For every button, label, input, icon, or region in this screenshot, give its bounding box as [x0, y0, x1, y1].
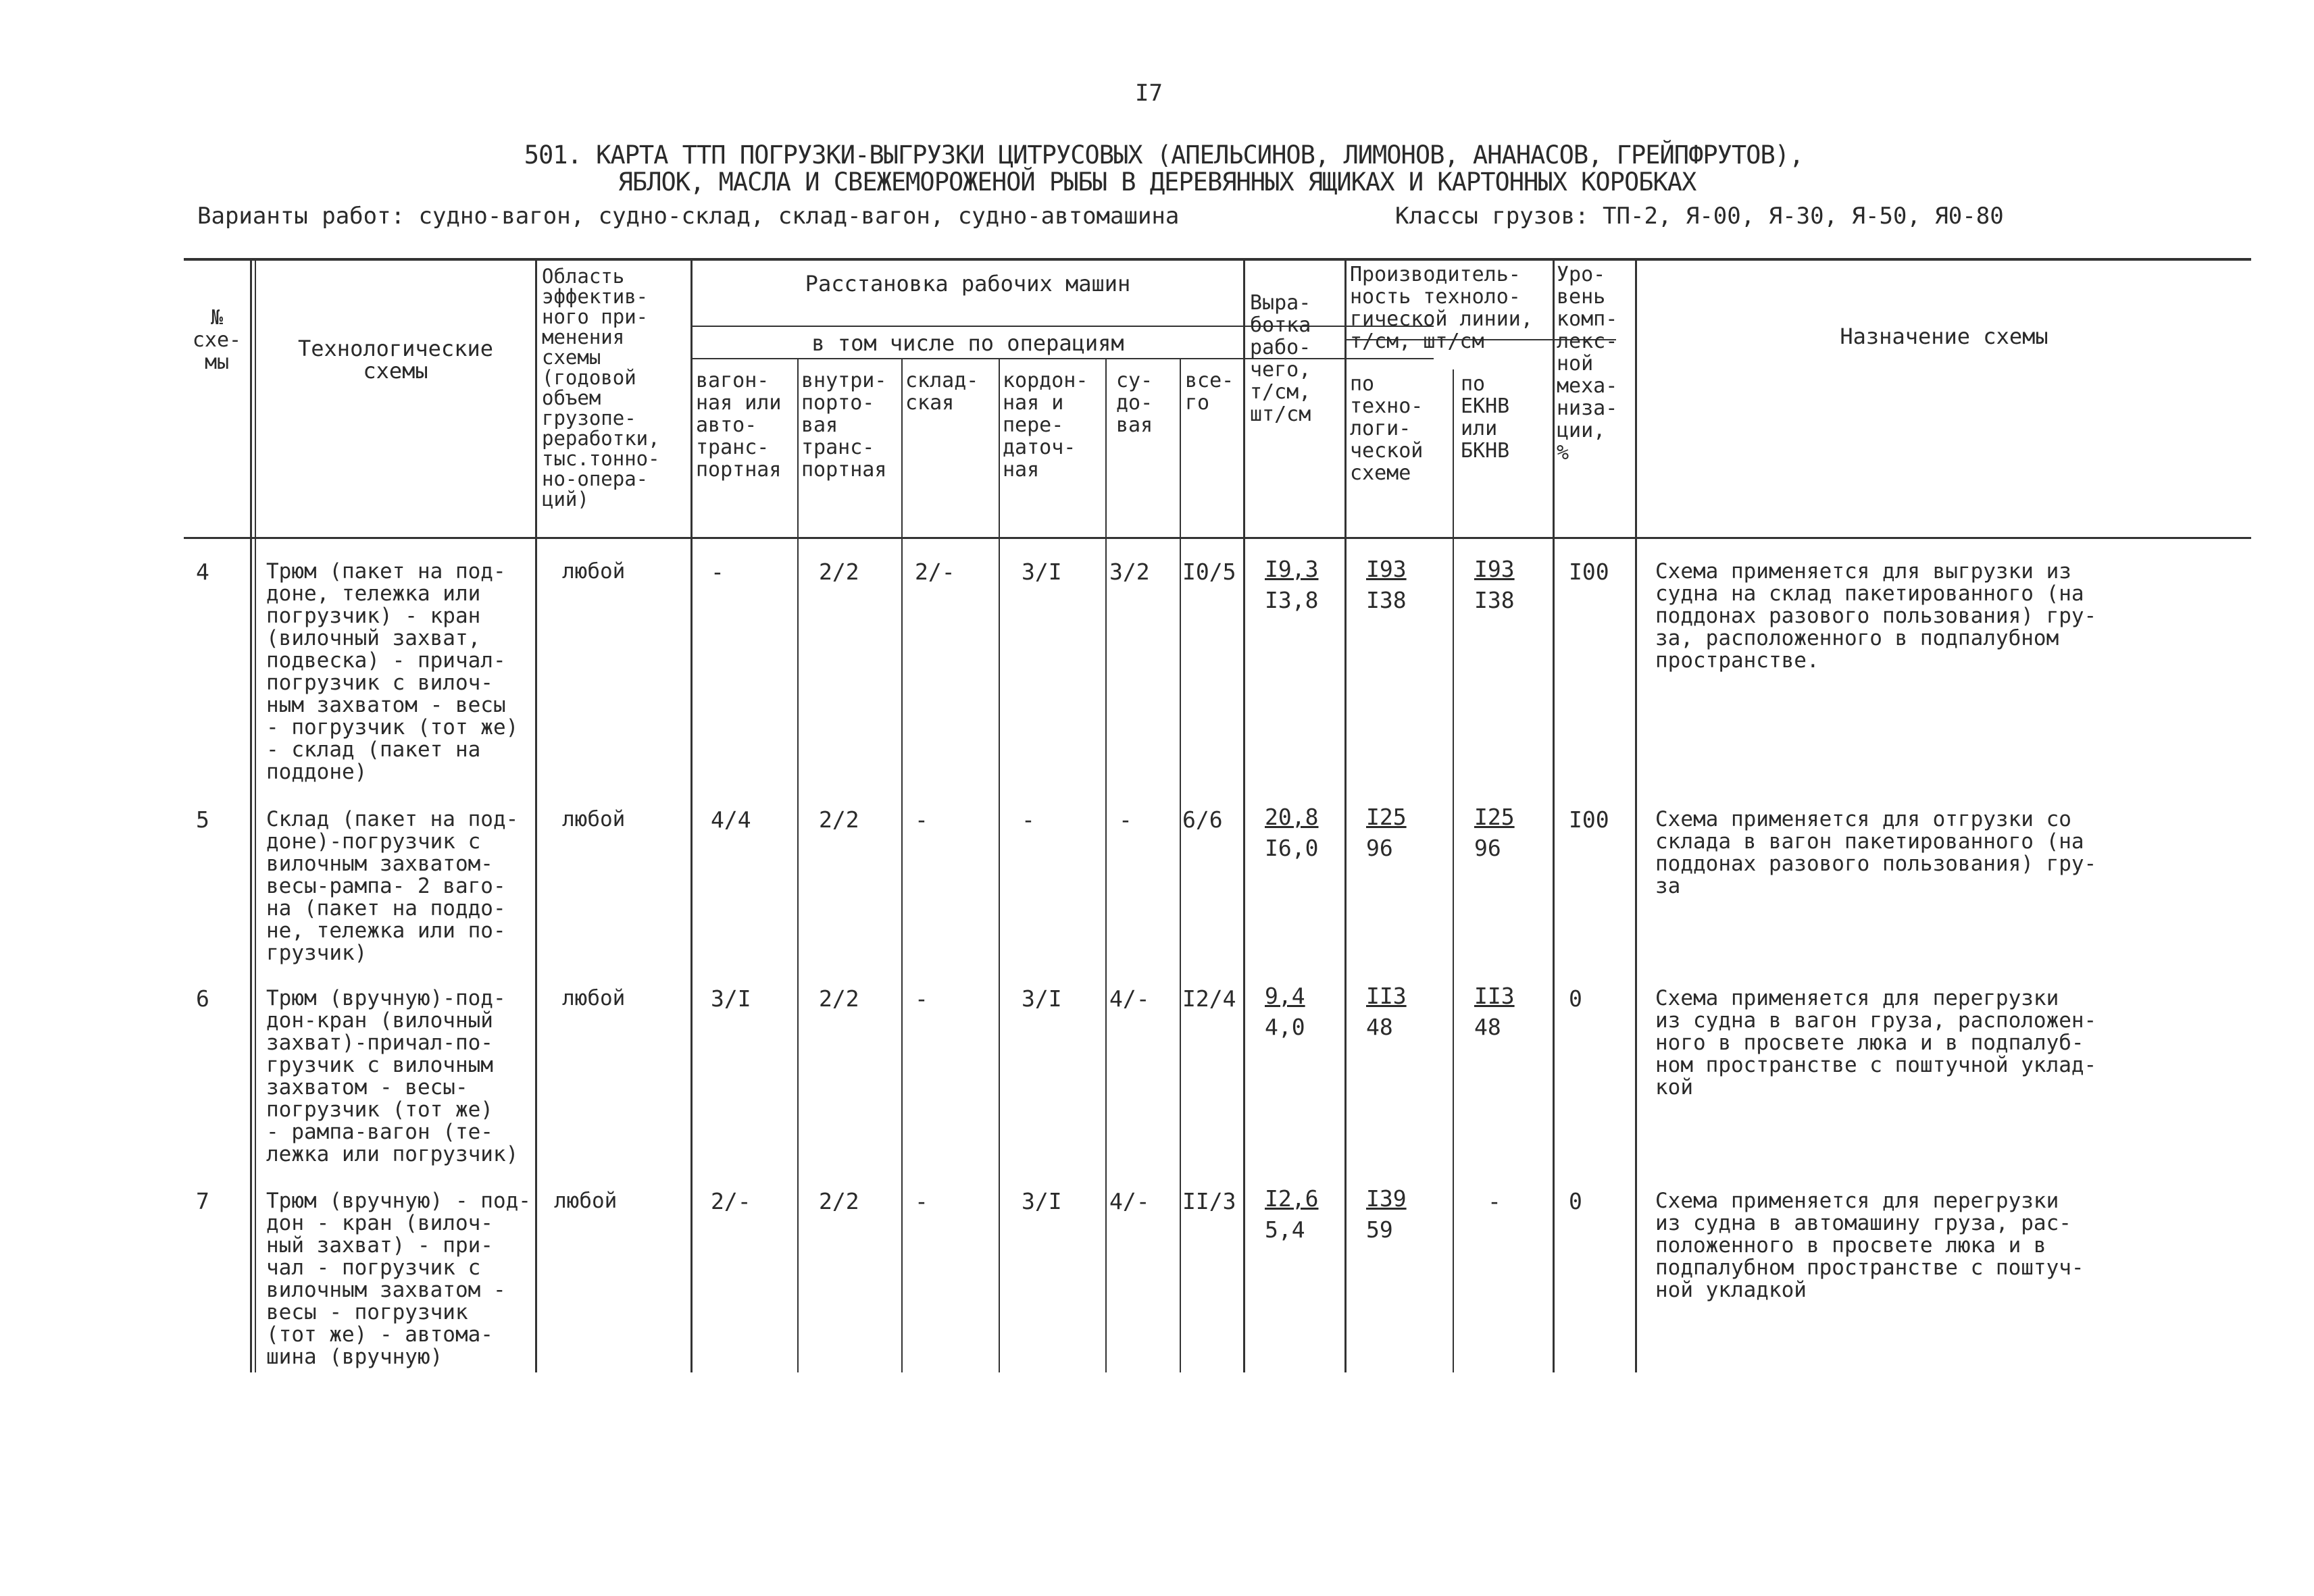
row-ekhv-top: II3 — [1474, 983, 1515, 1009]
row-output — [1265, 802, 1318, 864]
row-total: II/3 — [1182, 1188, 1236, 1214]
row-productivity-top: I39 — [1366, 1185, 1407, 1212]
row-ekhv: - — [1488, 1188, 1501, 1214]
row-productivity-top: I93 — [1366, 556, 1407, 582]
col-divider — [690, 258, 693, 1372]
col-divider — [1553, 258, 1555, 1372]
row-cordon: 3/I — [1022, 985, 1062, 1012]
row-scheme: Трюм (вручную)-под- дон-кран (вилочный захват)-причал-по- грузчик с вилочным захватом - весы- погрузчик (тот же) - рампа-вагон (те- лежка или погрузчик) — [266, 986, 519, 1166]
row-productivity-bottom: I38 — [1366, 587, 1407, 613]
row-area: любой — [562, 559, 626, 584]
row-output — [1265, 554, 1318, 616]
row-ship: 3/2 — [1109, 559, 1150, 585]
row-mechanization: I00 — [1569, 559, 1609, 585]
row-output-top: 20,8 — [1265, 804, 1319, 830]
row-area: любой — [554, 1189, 618, 1213]
row-wagon: 3/I — [711, 985, 751, 1012]
row-productivity-bottom: 96 — [1366, 835, 1393, 861]
header-scheme-number: № схе- мы — [192, 306, 242, 374]
row-warehouse: - — [915, 1188, 928, 1214]
col-divider — [999, 358, 1000, 1372]
cargo-classes: Классы грузов: ТП-2, Я-00, Я-30, Я-50, Я0-80 — [1395, 203, 2004, 230]
header-by-ekhv: по ЕКНВ или БКНВ — [1461, 372, 1510, 463]
row-output-top: 9,4 — [1265, 983, 1305, 1009]
row-area: любой — [562, 807, 626, 831]
page-number: I7 — [1135, 80, 1163, 107]
col-divider — [255, 258, 256, 1372]
row-intraport: 2/2 — [819, 806, 859, 833]
col-divider — [797, 358, 799, 1372]
header-ship: су- до- вая — [1116, 369, 1153, 437]
header-cordon: кордон- ная и пере- даточ- ная — [1003, 369, 1088, 482]
col-divider — [250, 258, 252, 1372]
row-output-bottom: 5,4 — [1265, 1216, 1305, 1243]
row-ekhv-bottom: 48 — [1474, 1014, 1501, 1040]
row-ship: 4/- — [1109, 1188, 1150, 1214]
row-total: I0/5 — [1182, 559, 1236, 585]
row-warehouse: - — [915, 985, 928, 1012]
row-output-top: I2,6 — [1265, 1185, 1319, 1212]
header-worker-output: Выра- ботка рабо- чего, т/см, шт/см — [1250, 291, 1311, 426]
row-output-bottom: I6,0 — [1265, 835, 1319, 861]
row-scheme: Склад (пакет на под- доне)-погрузчик с вилочным захватом- весы-рампа- 2 ваго- на (пакет на поддо- не, тележка или по- грузчик) — [266, 807, 519, 965]
row-ekhv — [1474, 981, 1515, 1043]
row-mechanization: 0 — [1569, 1188, 1582, 1214]
col-divider — [1243, 258, 1245, 1372]
row-purpose: Схема применяется для отгрузки со склада в вагон пакетированного (на поддонах разового пользования) гру- за — [1655, 807, 2097, 898]
row-ekhv-bottom: I38 — [1474, 587, 1515, 613]
row-warehouse: - — [915, 806, 928, 833]
row-ekhv — [1474, 802, 1515, 864]
document-title-line2: ЯБЛОК, МАСЛА И СВЕЖЕМОРОЖЕНОЙ РЫБЫ В ДЕРЕВЯННЫХ ЯЩИКАХ И КАРТОННЫХ КОРОБКАХ — [618, 168, 1696, 197]
row-intraport: 2/2 — [819, 1188, 859, 1214]
row-number: 4 — [196, 559, 209, 585]
document-title-line1: 501. КАРТА ТТП ПОГРУЗКИ-ВЫГРУЗКИ ЦИТРУСОВЫХ (АПЕЛЬСИНОВ, ЛИМОНОВ, АНАНАСОВ, ГРЕЙПФРУТОВ), — [524, 140, 1804, 170]
row-cordon: - — [1022, 806, 1035, 833]
row-ekhv-top: I93 — [1474, 556, 1515, 582]
row-intraport: 2/2 — [819, 559, 859, 585]
header-machine-placement: Расстановка рабочих машин — [805, 271, 1131, 297]
col-divider — [1453, 369, 1454, 1372]
header-line-productivity: Производитель- ность техноло- гической линии, т/см, шт/см — [1350, 263, 1533, 353]
row-purpose: Схема применяется для перегрузки из судна в автомашину груза, рас- положенного в просвете люка и в подпалубном пространстве с поштуч- ной укладкой — [1655, 1189, 2084, 1302]
row-wagon: - — [711, 559, 724, 585]
work-variants: Варианты работ: судно-вагон, судно-склад, склад-вагон, судно-автомашина — [197, 203, 1180, 230]
header-scheme-purpose: Назначение схемы — [1840, 324, 2048, 349]
header-bottom-rule — [184, 537, 2251, 539]
row-total: 6/6 — [1182, 806, 1223, 833]
row-productivity-top: I25 — [1366, 804, 1407, 830]
row-scheme: Трюм (вручную) - под- дон - кран (вилоч- ный захват) - при- чал - погрузчик с вилочным захватом - весы - погрузчик (тот же) - автома- шина (вручную) — [266, 1189, 531, 1369]
table-top-rule — [184, 258, 2251, 261]
header-application-area: Область эффектив- ного при- менения схемы (годовой объем грузопе- реработки, тыс.тонно- но-опера- ций) — [542, 265, 660, 511]
row-ekhv-bottom: 96 — [1474, 835, 1501, 861]
header-mechanization-level: Уро- вень комп- лекс- ной меха- низа- ции, % — [1557, 263, 1618, 465]
row-productivity-bottom: 48 — [1366, 1014, 1393, 1040]
header-wagon-transport: вагон- ная или авто- транс- портная — [696, 369, 782, 482]
row-wagon: 4/4 — [711, 806, 751, 833]
row-cordon: 3/I — [1022, 1188, 1062, 1214]
row-ekhv — [1474, 554, 1515, 616]
row-wagon: 2/- — [711, 1188, 751, 1214]
row-ekhv-top: I25 — [1474, 804, 1515, 830]
header-by-tech-scheme: по техно- логи- ческой схеме — [1350, 372, 1424, 485]
row-number: 5 — [196, 806, 209, 833]
row-productivity-bottom: 59 — [1366, 1216, 1393, 1243]
row-output-top: I9,3 — [1265, 556, 1319, 582]
row-ship: 4/- — [1109, 985, 1150, 1012]
row-output-bottom: I3,8 — [1265, 587, 1319, 613]
row-total: I2/4 — [1182, 985, 1236, 1012]
row-mechanization: I00 — [1569, 806, 1609, 833]
header-total: все- го — [1185, 369, 1234, 415]
header-warehouse: склад- ская — [905, 369, 979, 415]
row-number: 6 — [196, 985, 209, 1012]
col-divider — [901, 358, 903, 1372]
row-output — [1265, 1183, 1318, 1245]
header-by-operations: в том числе по операциям — [811, 330, 1124, 356]
row-number: 7 — [196, 1188, 209, 1214]
row-warehouse: 2/- — [915, 559, 955, 585]
header-intraport-transport: внутри- порто- вая транс- портная — [801, 369, 887, 482]
col-divider — [1180, 358, 1181, 1372]
row-productivity — [1366, 802, 1407, 864]
row-productivity-top: II3 — [1366, 983, 1407, 1009]
row-purpose: Схема применяется для перегрузки из судна в вагон груза, расположен- ного в просвете люка и в подпалуб- ном пространстве с поштучной уклад- кой — [1655, 986, 2097, 1100]
row-productivity — [1366, 981, 1407, 1043]
row-purpose: Схема применяется для выгрузки из судна на склад пакетированного (на поддонах разового пользования) гру- за, расположенного в подпалубном пространстве. — [1655, 559, 2097, 673]
header-schemes: Технологические схемы — [298, 336, 493, 384]
row-intraport: 2/2 — [819, 985, 859, 1012]
row-output — [1265, 981, 1305, 1043]
row-scheme: Трюм (пакет на под- доне, тележка или погрузчик) - кран (вилочный захват, подвеска) - причал- погрузчик с вилоч- ным захватом - весы - погрузчик (тот же) - склад (пакет на поддоне) — [266, 559, 519, 784]
row-ship: - — [1119, 806, 1132, 833]
row-output-bottom: 4,0 — [1265, 1014, 1305, 1040]
row-productivity — [1366, 1183, 1407, 1245]
row-area: любой — [562, 986, 626, 1010]
row-mechanization: 0 — [1569, 985, 1582, 1012]
col-divider — [1344, 258, 1347, 1372]
row-cordon: 3/I — [1022, 559, 1062, 585]
col-divider — [1105, 358, 1107, 1372]
row-productivity — [1366, 554, 1407, 616]
col-divider — [1635, 258, 1637, 1372]
technology-map-table — [184, 258, 2251, 1372]
